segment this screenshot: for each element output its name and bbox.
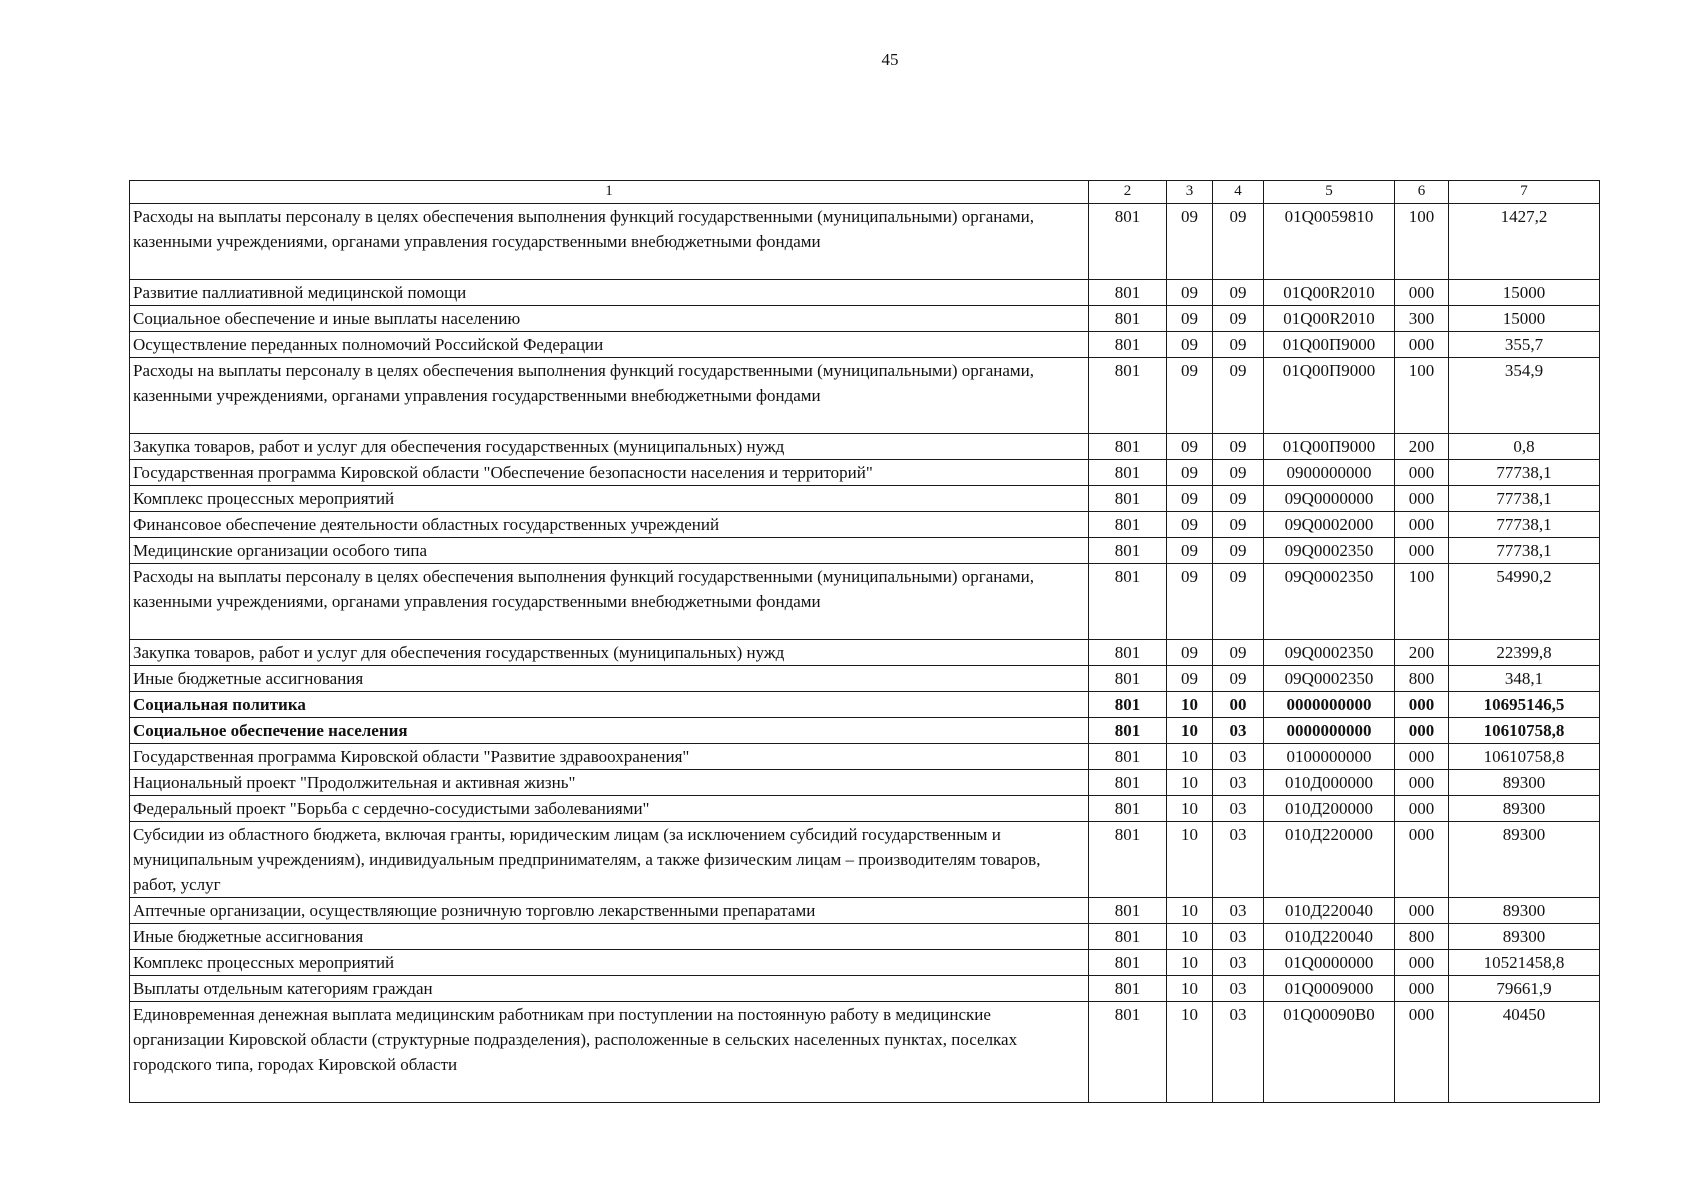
cell-ministry-code: 801 bbox=[1089, 770, 1167, 796]
cell-subsection: 09 bbox=[1213, 512, 1264, 538]
cell-section: 09 bbox=[1167, 280, 1213, 306]
cell-description: Аптечные организации, осуществляющие розничную торговлю лекарственными препаратами bbox=[130, 898, 1089, 924]
cell-description: Социальное обеспечение и иные выплаты населению bbox=[130, 306, 1089, 332]
cell-subsection: 03 bbox=[1213, 1002, 1264, 1103]
cell-expense-type: 000 bbox=[1395, 280, 1449, 306]
cell-expense-type: 000 bbox=[1395, 332, 1449, 358]
cell-ministry-code: 801 bbox=[1089, 796, 1167, 822]
table-body bbox=[130, 204, 1600, 1103]
cell-subsection: 09 bbox=[1213, 204, 1264, 280]
cell-amount: 77738,1 bbox=[1449, 538, 1600, 564]
cell-section: 09 bbox=[1167, 204, 1213, 280]
table-row bbox=[130, 1002, 1600, 1103]
table-row bbox=[130, 950, 1600, 976]
table-row bbox=[130, 512, 1600, 538]
cell-target-article: 010Д000000 bbox=[1264, 770, 1395, 796]
cell-amount: 354,9 bbox=[1449, 358, 1600, 434]
cell-expense-type: 000 bbox=[1395, 692, 1449, 718]
cell-target-article: 0000000000 bbox=[1264, 692, 1395, 718]
cell-amount: 89300 bbox=[1449, 924, 1600, 950]
cell-subsection: 09 bbox=[1213, 306, 1264, 332]
cell-ministry-code: 801 bbox=[1089, 512, 1167, 538]
cell-description: Закупка товаров, работ и услуг для обеспечения государственных (муниципальных) нужд bbox=[130, 434, 1089, 460]
cell-amount: 89300 bbox=[1449, 822, 1600, 898]
cell-target-article: 09Q0002000 bbox=[1264, 512, 1395, 538]
cell-amount: 355,7 bbox=[1449, 332, 1600, 358]
cell-ministry-code: 801 bbox=[1089, 306, 1167, 332]
cell-description: Социальная политика bbox=[130, 692, 1089, 718]
column-header-1: 1 bbox=[130, 181, 1089, 204]
table-row bbox=[130, 486, 1600, 512]
cell-target-article: 01Q0009000 bbox=[1264, 976, 1395, 1002]
cell-amount: 15000 bbox=[1449, 280, 1600, 306]
cell-section: 09 bbox=[1167, 358, 1213, 434]
cell-ministry-code: 801 bbox=[1089, 950, 1167, 976]
cell-expense-type: 000 bbox=[1395, 744, 1449, 770]
cell-ministry-code: 801 bbox=[1089, 822, 1167, 898]
cell-amount: 54990,2 bbox=[1449, 564, 1600, 640]
cell-subsection: 09 bbox=[1213, 460, 1264, 486]
cell-section: 10 bbox=[1167, 744, 1213, 770]
table-row bbox=[130, 204, 1600, 280]
table-row bbox=[130, 358, 1600, 434]
table-row bbox=[130, 460, 1600, 486]
cell-section: 10 bbox=[1167, 1002, 1213, 1103]
cell-amount: 15000 bbox=[1449, 306, 1600, 332]
cell-expense-type: 000 bbox=[1395, 718, 1449, 744]
cell-section: 09 bbox=[1167, 640, 1213, 666]
cell-description: Социальное обеспечение населения bbox=[130, 718, 1089, 744]
cell-subsection: 09 bbox=[1213, 332, 1264, 358]
cell-description: Закупка товаров, работ и услуг для обеспечения государственных (муниципальных) нужд bbox=[130, 640, 1089, 666]
cell-section: 10 bbox=[1167, 718, 1213, 744]
cell-amount: 79661,9 bbox=[1449, 976, 1600, 1002]
column-header-3: 3 bbox=[1167, 181, 1213, 204]
cell-subsection: 03 bbox=[1213, 976, 1264, 1002]
cell-amount: 40450 bbox=[1449, 1002, 1600, 1103]
table-row bbox=[130, 744, 1600, 770]
cell-description: Федеральный проект "Борьба с сердечно-сосудистыми заболеваниями" bbox=[130, 796, 1089, 822]
cell-section: 09 bbox=[1167, 434, 1213, 460]
cell-subsection: 00 bbox=[1213, 692, 1264, 718]
cell-ministry-code: 801 bbox=[1089, 358, 1167, 434]
cell-section: 10 bbox=[1167, 976, 1213, 1002]
cell-subsection: 09 bbox=[1213, 486, 1264, 512]
cell-section: 10 bbox=[1167, 822, 1213, 898]
cell-target-article: 01Q00R2010 bbox=[1264, 280, 1395, 306]
cell-subsection: 03 bbox=[1213, 822, 1264, 898]
cell-amount: 348,1 bbox=[1449, 666, 1600, 692]
cell-expense-type: 000 bbox=[1395, 770, 1449, 796]
cell-expense-type: 000 bbox=[1395, 950, 1449, 976]
cell-expense-type: 200 bbox=[1395, 640, 1449, 666]
cell-subsection: 03 bbox=[1213, 744, 1264, 770]
cell-amount: 10521458,8 bbox=[1449, 950, 1600, 976]
cell-expense-type: 000 bbox=[1395, 486, 1449, 512]
budget-table bbox=[129, 180, 1600, 1103]
table-row bbox=[130, 306, 1600, 332]
cell-amount: 77738,1 bbox=[1449, 460, 1600, 486]
cell-ministry-code: 801 bbox=[1089, 666, 1167, 692]
cell-subsection: 03 bbox=[1213, 898, 1264, 924]
cell-target-article: 0000000000 bbox=[1264, 718, 1395, 744]
cell-subsection: 09 bbox=[1213, 538, 1264, 564]
cell-description: Медицинские организации особого типа bbox=[130, 538, 1089, 564]
table-row bbox=[130, 332, 1600, 358]
table-row bbox=[130, 898, 1600, 924]
column-header-4: 4 bbox=[1213, 181, 1264, 204]
table-row bbox=[130, 770, 1600, 796]
table-row bbox=[130, 924, 1600, 950]
cell-description: Расходы на выплаты персоналу в целях обеспечения выполнения функций государственными (муниципальными) органами, казенными учреждениями, органами управления государственными внебюджетными фондами bbox=[130, 204, 1089, 280]
cell-section: 09 bbox=[1167, 564, 1213, 640]
cell-amount: 1427,2 bbox=[1449, 204, 1600, 280]
cell-ministry-code: 801 bbox=[1089, 692, 1167, 718]
cell-subsection: 09 bbox=[1213, 666, 1264, 692]
cell-expense-type: 100 bbox=[1395, 204, 1449, 280]
cell-description: Субсидии из областного бюджета, включая гранты, юридическим лицам (за исключением субсидий государственным и муниципальным учреждениям), индивидуальным предпринимателям, а также физическим лицам – производителям товаров, работ, услуг bbox=[130, 822, 1089, 898]
cell-target-article: 0900000000 bbox=[1264, 460, 1395, 486]
cell-subsection: 03 bbox=[1213, 924, 1264, 950]
cell-target-article: 01Q00R2010 bbox=[1264, 306, 1395, 332]
cell-expense-type: 000 bbox=[1395, 898, 1449, 924]
cell-amount: 10695146,5 bbox=[1449, 692, 1600, 718]
cell-description: Иные бюджетные ассигнования bbox=[130, 924, 1089, 950]
cell-target-article: 01Q00090B0 bbox=[1264, 1002, 1395, 1103]
cell-subsection: 03 bbox=[1213, 950, 1264, 976]
cell-target-article: 09Q0002350 bbox=[1264, 640, 1395, 666]
cell-section: 10 bbox=[1167, 770, 1213, 796]
cell-description: Комплекс процессных мероприятий bbox=[130, 950, 1089, 976]
table-header-row bbox=[130, 181, 1600, 204]
cell-target-article: 01Q00П9000 bbox=[1264, 358, 1395, 434]
cell-subsection: 03 bbox=[1213, 718, 1264, 744]
cell-target-article: 09Q0000000 bbox=[1264, 486, 1395, 512]
cell-ministry-code: 801 bbox=[1089, 640, 1167, 666]
column-header-7: 7 bbox=[1449, 181, 1600, 204]
cell-section: 09 bbox=[1167, 512, 1213, 538]
cell-target-article: 0100000000 bbox=[1264, 744, 1395, 770]
cell-expense-type: 200 bbox=[1395, 434, 1449, 460]
cell-subsection: 03 bbox=[1213, 796, 1264, 822]
cell-expense-type: 100 bbox=[1395, 564, 1449, 640]
cell-subsection: 09 bbox=[1213, 434, 1264, 460]
cell-description: Государственная программа Кировской области "Обеспечение безопасности населения и территорий" bbox=[130, 460, 1089, 486]
cell-description: Комплекс процессных мероприятий bbox=[130, 486, 1089, 512]
cell-expense-type: 000 bbox=[1395, 460, 1449, 486]
cell-section: 10 bbox=[1167, 796, 1213, 822]
table-row bbox=[130, 666, 1600, 692]
cell-expense-type: 000 bbox=[1395, 538, 1449, 564]
cell-ministry-code: 801 bbox=[1089, 718, 1167, 744]
cell-target-article: 01Q00П9000 bbox=[1264, 332, 1395, 358]
cell-expense-type: 000 bbox=[1395, 822, 1449, 898]
column-header-2: 2 bbox=[1089, 181, 1167, 204]
cell-section: 09 bbox=[1167, 332, 1213, 358]
cell-ministry-code: 801 bbox=[1089, 332, 1167, 358]
cell-section: 09 bbox=[1167, 486, 1213, 512]
cell-section: 09 bbox=[1167, 666, 1213, 692]
cell-amount: 89300 bbox=[1449, 796, 1600, 822]
cell-description: Расходы на выплаты персоналу в целях обеспечения выполнения функций государственными (муниципальными) органами, казенными учреждениями, органами управления государственными внебюджетными фондами bbox=[130, 358, 1089, 434]
cell-amount: 10610758,8 bbox=[1449, 718, 1600, 744]
cell-ministry-code: 801 bbox=[1089, 976, 1167, 1002]
cell-section: 10 bbox=[1167, 924, 1213, 950]
cell-description: Единовременная денежная выплата медицинским работникам при поступлении на постоянную работу в медицинские организации Кировской области (структурные подразделения), расположенные в сельских населенных пунктах, поселках городского типа, городах Кировской области bbox=[130, 1002, 1089, 1103]
cell-target-article: 09Q0002350 bbox=[1264, 666, 1395, 692]
cell-description: Финансовое обеспечение деятельности областных государственных учреждений bbox=[130, 512, 1089, 538]
cell-amount: 22399,8 bbox=[1449, 640, 1600, 666]
cell-ministry-code: 801 bbox=[1089, 744, 1167, 770]
cell-target-article: 010Д220040 bbox=[1264, 924, 1395, 950]
cell-description: Национальный проект "Продолжительная и активная жизнь" bbox=[130, 770, 1089, 796]
cell-ministry-code: 801 bbox=[1089, 564, 1167, 640]
cell-expense-type: 000 bbox=[1395, 976, 1449, 1002]
cell-target-article: 01Q0000000 bbox=[1264, 950, 1395, 976]
table-row bbox=[130, 434, 1600, 460]
cell-section: 10 bbox=[1167, 950, 1213, 976]
cell-section: 09 bbox=[1167, 306, 1213, 332]
table-row bbox=[130, 692, 1600, 718]
cell-amount: 89300 bbox=[1449, 898, 1600, 924]
column-header-6: 6 bbox=[1395, 181, 1449, 204]
cell-description: Развитие паллиативной медицинской помощи bbox=[130, 280, 1089, 306]
cell-target-article: 09Q0002350 bbox=[1264, 564, 1395, 640]
table-row bbox=[130, 976, 1600, 1002]
table-row bbox=[130, 718, 1600, 744]
cell-subsection: 09 bbox=[1213, 564, 1264, 640]
cell-expense-type: 000 bbox=[1395, 512, 1449, 538]
page-number: 45 bbox=[881, 50, 899, 69]
cell-section: 09 bbox=[1167, 460, 1213, 486]
cell-subsection: 09 bbox=[1213, 640, 1264, 666]
cell-ministry-code: 801 bbox=[1089, 434, 1167, 460]
cell-amount: 77738,1 bbox=[1449, 512, 1600, 538]
cell-section: 10 bbox=[1167, 692, 1213, 718]
cell-description: Расходы на выплаты персоналу в целях обеспечения выполнения функций государственными (муниципальными) органами, казенными учреждениями, органами управления государственными внебюджетными фондами bbox=[130, 564, 1089, 640]
cell-amount: 10610758,8 bbox=[1449, 744, 1600, 770]
cell-subsection: 03 bbox=[1213, 770, 1264, 796]
cell-section: 09 bbox=[1167, 538, 1213, 564]
cell-ministry-code: 801 bbox=[1089, 460, 1167, 486]
cell-target-article: 01Q0059810 bbox=[1264, 204, 1395, 280]
cell-description: Государственная программа Кировской области "Развитие здравоохранения" bbox=[130, 744, 1089, 770]
cell-expense-type: 800 bbox=[1395, 924, 1449, 950]
cell-target-article: 09Q0002350 bbox=[1264, 538, 1395, 564]
cell-expense-type: 800 bbox=[1395, 666, 1449, 692]
cell-ministry-code: 801 bbox=[1089, 924, 1167, 950]
cell-target-article: 01Q00П9000 bbox=[1264, 434, 1395, 460]
table-row bbox=[130, 538, 1600, 564]
cell-ministry-code: 801 bbox=[1089, 538, 1167, 564]
cell-expense-type: 000 bbox=[1395, 1002, 1449, 1103]
cell-description: Выплаты отдельным категориям граждан bbox=[130, 976, 1089, 1002]
cell-expense-type: 100 bbox=[1395, 358, 1449, 434]
cell-target-article: 010Д200000 bbox=[1264, 796, 1395, 822]
cell-expense-type: 300 bbox=[1395, 306, 1449, 332]
cell-section: 10 bbox=[1167, 898, 1213, 924]
cell-expense-type: 000 bbox=[1395, 796, 1449, 822]
cell-ministry-code: 801 bbox=[1089, 280, 1167, 306]
cell-amount: 0,8 bbox=[1449, 434, 1600, 460]
cell-ministry-code: 801 bbox=[1089, 486, 1167, 512]
cell-ministry-code: 801 bbox=[1089, 898, 1167, 924]
cell-description: Иные бюджетные ассигнования bbox=[130, 666, 1089, 692]
cell-target-article: 010Д220040 bbox=[1264, 898, 1395, 924]
table-row bbox=[130, 280, 1600, 306]
column-header-5: 5 bbox=[1264, 181, 1395, 204]
table-row bbox=[130, 640, 1600, 666]
table-row bbox=[130, 822, 1600, 898]
cell-ministry-code: 801 bbox=[1089, 1002, 1167, 1103]
table-row bbox=[130, 564, 1600, 640]
cell-ministry-code: 801 bbox=[1089, 204, 1167, 280]
cell-description: Осуществление переданных полномочий Российской Федерации bbox=[130, 332, 1089, 358]
table-row bbox=[130, 796, 1600, 822]
cell-target-article: 010Д220000 bbox=[1264, 822, 1395, 898]
cell-subsection: 09 bbox=[1213, 280, 1264, 306]
cell-amount: 77738,1 bbox=[1449, 486, 1600, 512]
cell-subsection: 09 bbox=[1213, 358, 1264, 434]
cell-amount: 89300 bbox=[1449, 770, 1600, 796]
